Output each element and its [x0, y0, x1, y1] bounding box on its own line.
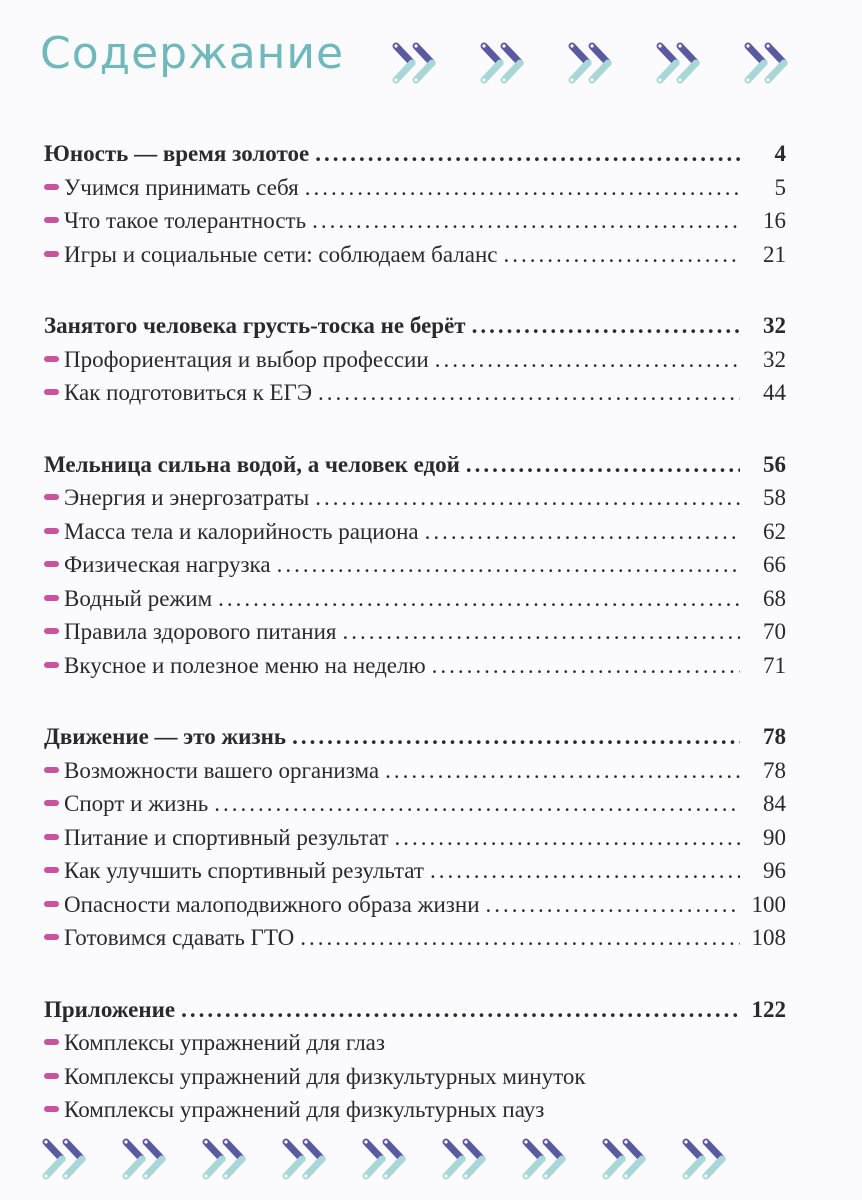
- table-of-contents: [44, 137, 786, 1165]
- dot-leader: [430, 854, 740, 888]
- entry-title: Энергия и энергозатраты: [64, 485, 310, 510]
- double-chevron-icon: [42, 1136, 94, 1182]
- double-chevron-icon: [568, 40, 620, 86]
- entry-title: Комплексы упражнений для глаз: [64, 1030, 385, 1055]
- toc-entry: [44, 376, 786, 410]
- entry-title: Вкусное и полезное меню на неделю: [64, 652, 426, 678]
- dot-leader: [504, 238, 741, 272]
- page-number: 78: [763, 757, 786, 783]
- toc-entry: [44, 204, 786, 238]
- page-number: 32: [763, 313, 786, 338]
- toc-entry: [44, 1026, 786, 1060]
- dot-leader: [315, 137, 740, 171]
- page-number: 5: [774, 174, 786, 200]
- entry-title: Возможности вашего организма: [64, 757, 380, 783]
- toc-entry: [44, 582, 786, 616]
- double-chevron-icon: [480, 40, 532, 86]
- page-number: 32: [763, 346, 786, 372]
- dot-leader: [486, 888, 740, 922]
- page-number: 108: [751, 925, 786, 950]
- page-number: 56: [763, 451, 786, 477]
- page-number: 16: [763, 208, 786, 233]
- toc-section-heading: [44, 993, 786, 1027]
- bullet-icon: [44, 867, 59, 873]
- dot-leader: [385, 754, 740, 788]
- bullet-icon: [44, 1039, 59, 1045]
- toc-entry: [44, 888, 786, 922]
- dot-leader: [214, 787, 740, 821]
- dot-leader: [305, 171, 740, 205]
- bullet-icon: [44, 389, 59, 395]
- dot-leader: [277, 548, 740, 582]
- entry-title: Приложение: [44, 996, 176, 1022]
- page-number: 100: [751, 891, 786, 917]
- page-number: 70: [763, 619, 786, 644]
- entry-title: Мельница сильна водой, а человек едой: [44, 451, 460, 477]
- page-number: 90: [763, 824, 786, 850]
- toc-entry: [44, 649, 786, 683]
- toc-section: [44, 309, 786, 410]
- bullet-icon: [44, 1106, 59, 1112]
- top-arrow-decoration: [392, 40, 796, 86]
- page-number: 122: [751, 996, 786, 1022]
- toc-entry: [44, 171, 786, 205]
- entry-title: Комплексы упражнений для физкультурных пауз: [64, 1097, 545, 1122]
- dot-leader: [466, 448, 740, 482]
- bullet-icon: [44, 184, 59, 190]
- bullet-icon: [44, 561, 59, 567]
- bullet-icon: [44, 628, 59, 634]
- dot-leader: [181, 993, 740, 1027]
- double-chevron-icon: [602, 1136, 654, 1182]
- dot-leader: [312, 204, 740, 238]
- toc-section-heading: [44, 137, 786, 171]
- page-number: 4: [774, 141, 786, 166]
- entry-title: Игры и социальные сети: соблюдаем баланс: [64, 241, 498, 267]
- bullet-icon: [44, 901, 59, 907]
- toc-entry: [44, 854, 786, 888]
- entry-title: Движение — это жизнь: [44, 724, 287, 749]
- entry-title: Питание и спортивный результат: [64, 824, 389, 850]
- dot-leader: [395, 821, 740, 855]
- dot-leader: [425, 515, 740, 549]
- double-chevron-icon: [744, 40, 796, 86]
- double-chevron-icon: [522, 1136, 574, 1182]
- entry-title: Комплексы упражнений для физкультурных минуток: [64, 1063, 586, 1089]
- bullet-icon: [44, 528, 59, 534]
- toc-entry: [44, 787, 786, 821]
- toc-entry: [44, 821, 786, 855]
- entry-title: Как подготовиться к ЕГЭ: [64, 380, 313, 405]
- toc-section: [44, 137, 786, 271]
- bullet-icon: [44, 767, 59, 773]
- page-number: 68: [763, 585, 786, 611]
- page-number: 62: [763, 518, 786, 544]
- entry-title: Физическая нагрузка: [64, 552, 271, 577]
- page-number: 58: [763, 485, 786, 510]
- bullet-icon: [44, 494, 59, 500]
- page-number: 21: [763, 241, 786, 267]
- double-chevron-icon: [682, 1136, 734, 1182]
- double-chevron-icon: [362, 1136, 414, 1182]
- dot-leader: [292, 720, 740, 754]
- page-number: 71: [763, 652, 786, 678]
- toc-entry: [44, 343, 786, 377]
- toc-section-heading: [44, 309, 786, 343]
- bullet-icon: [44, 595, 59, 601]
- entry-title: Правила здорового питания: [64, 619, 337, 644]
- toc-entry: [44, 1093, 786, 1127]
- bullet-icon: [44, 217, 59, 223]
- bullet-icon: [44, 1073, 59, 1079]
- toc-entry: [44, 754, 786, 788]
- bullet-icon: [44, 934, 59, 940]
- toc-entry: [44, 548, 786, 582]
- entry-title: Юность — время золотое: [44, 141, 310, 166]
- dot-leader: [342, 615, 740, 649]
- double-chevron-icon: [122, 1136, 174, 1182]
- bullet-icon: [44, 356, 59, 362]
- bullet-icon: [44, 834, 59, 840]
- double-chevron-icon: [656, 40, 708, 86]
- entry-title: Профориентация и выбор профессии: [64, 346, 429, 372]
- double-chevron-icon: [442, 1136, 494, 1182]
- page-number: 96: [763, 858, 786, 883]
- toc-entry: [44, 238, 786, 272]
- dot-leader: [218, 582, 740, 616]
- bullet-icon: [44, 251, 59, 257]
- entry-title: Опасности малоподвижного образа жизни: [64, 891, 480, 917]
- toc-section: [44, 448, 786, 683]
- double-chevron-icon: [282, 1136, 334, 1182]
- entry-title: Спорт и жизнь: [64, 791, 209, 816]
- bullet-icon: [44, 800, 59, 806]
- toc-entry: [44, 515, 786, 549]
- page-title: Содержание: [40, 28, 345, 79]
- entry-title: Масса тела и калорийность рациона: [64, 518, 419, 544]
- page-number: 66: [763, 552, 786, 577]
- toc-entry: [44, 615, 786, 649]
- entry-title: Что такое толерантность: [64, 208, 307, 233]
- entry-title: Как улучшить спортивный результат: [64, 858, 424, 883]
- bullet-icon: [44, 662, 59, 668]
- entry-title: Готовимся сдавать ГТО: [64, 925, 295, 950]
- page-number: 84: [763, 791, 786, 816]
- double-chevron-icon: [392, 40, 444, 86]
- dot-leader: [435, 343, 740, 377]
- dot-leader: [472, 309, 740, 343]
- dot-leader: [300, 921, 740, 955]
- entry-title: Занятого человека грусть-тоска не берёт: [44, 313, 466, 338]
- dot-leader: [432, 649, 740, 683]
- entry-title: Водный режим: [64, 585, 213, 611]
- toc-section: [44, 993, 786, 1127]
- dot-leader: [318, 376, 740, 410]
- double-chevron-icon: [202, 1136, 254, 1182]
- page-number: 44: [763, 380, 786, 405]
- toc-section-heading: [44, 448, 786, 482]
- page-number: 78: [763, 724, 786, 749]
- dot-leader: [315, 481, 740, 515]
- bottom-arrow-decoration: [42, 1136, 734, 1182]
- toc-entry: [44, 1060, 786, 1094]
- toc-section-heading: [44, 720, 786, 754]
- toc-entry: [44, 921, 786, 955]
- toc-section: [44, 720, 786, 955]
- entry-title: Учимся принимать себя: [64, 174, 299, 200]
- toc-entry: [44, 481, 786, 515]
